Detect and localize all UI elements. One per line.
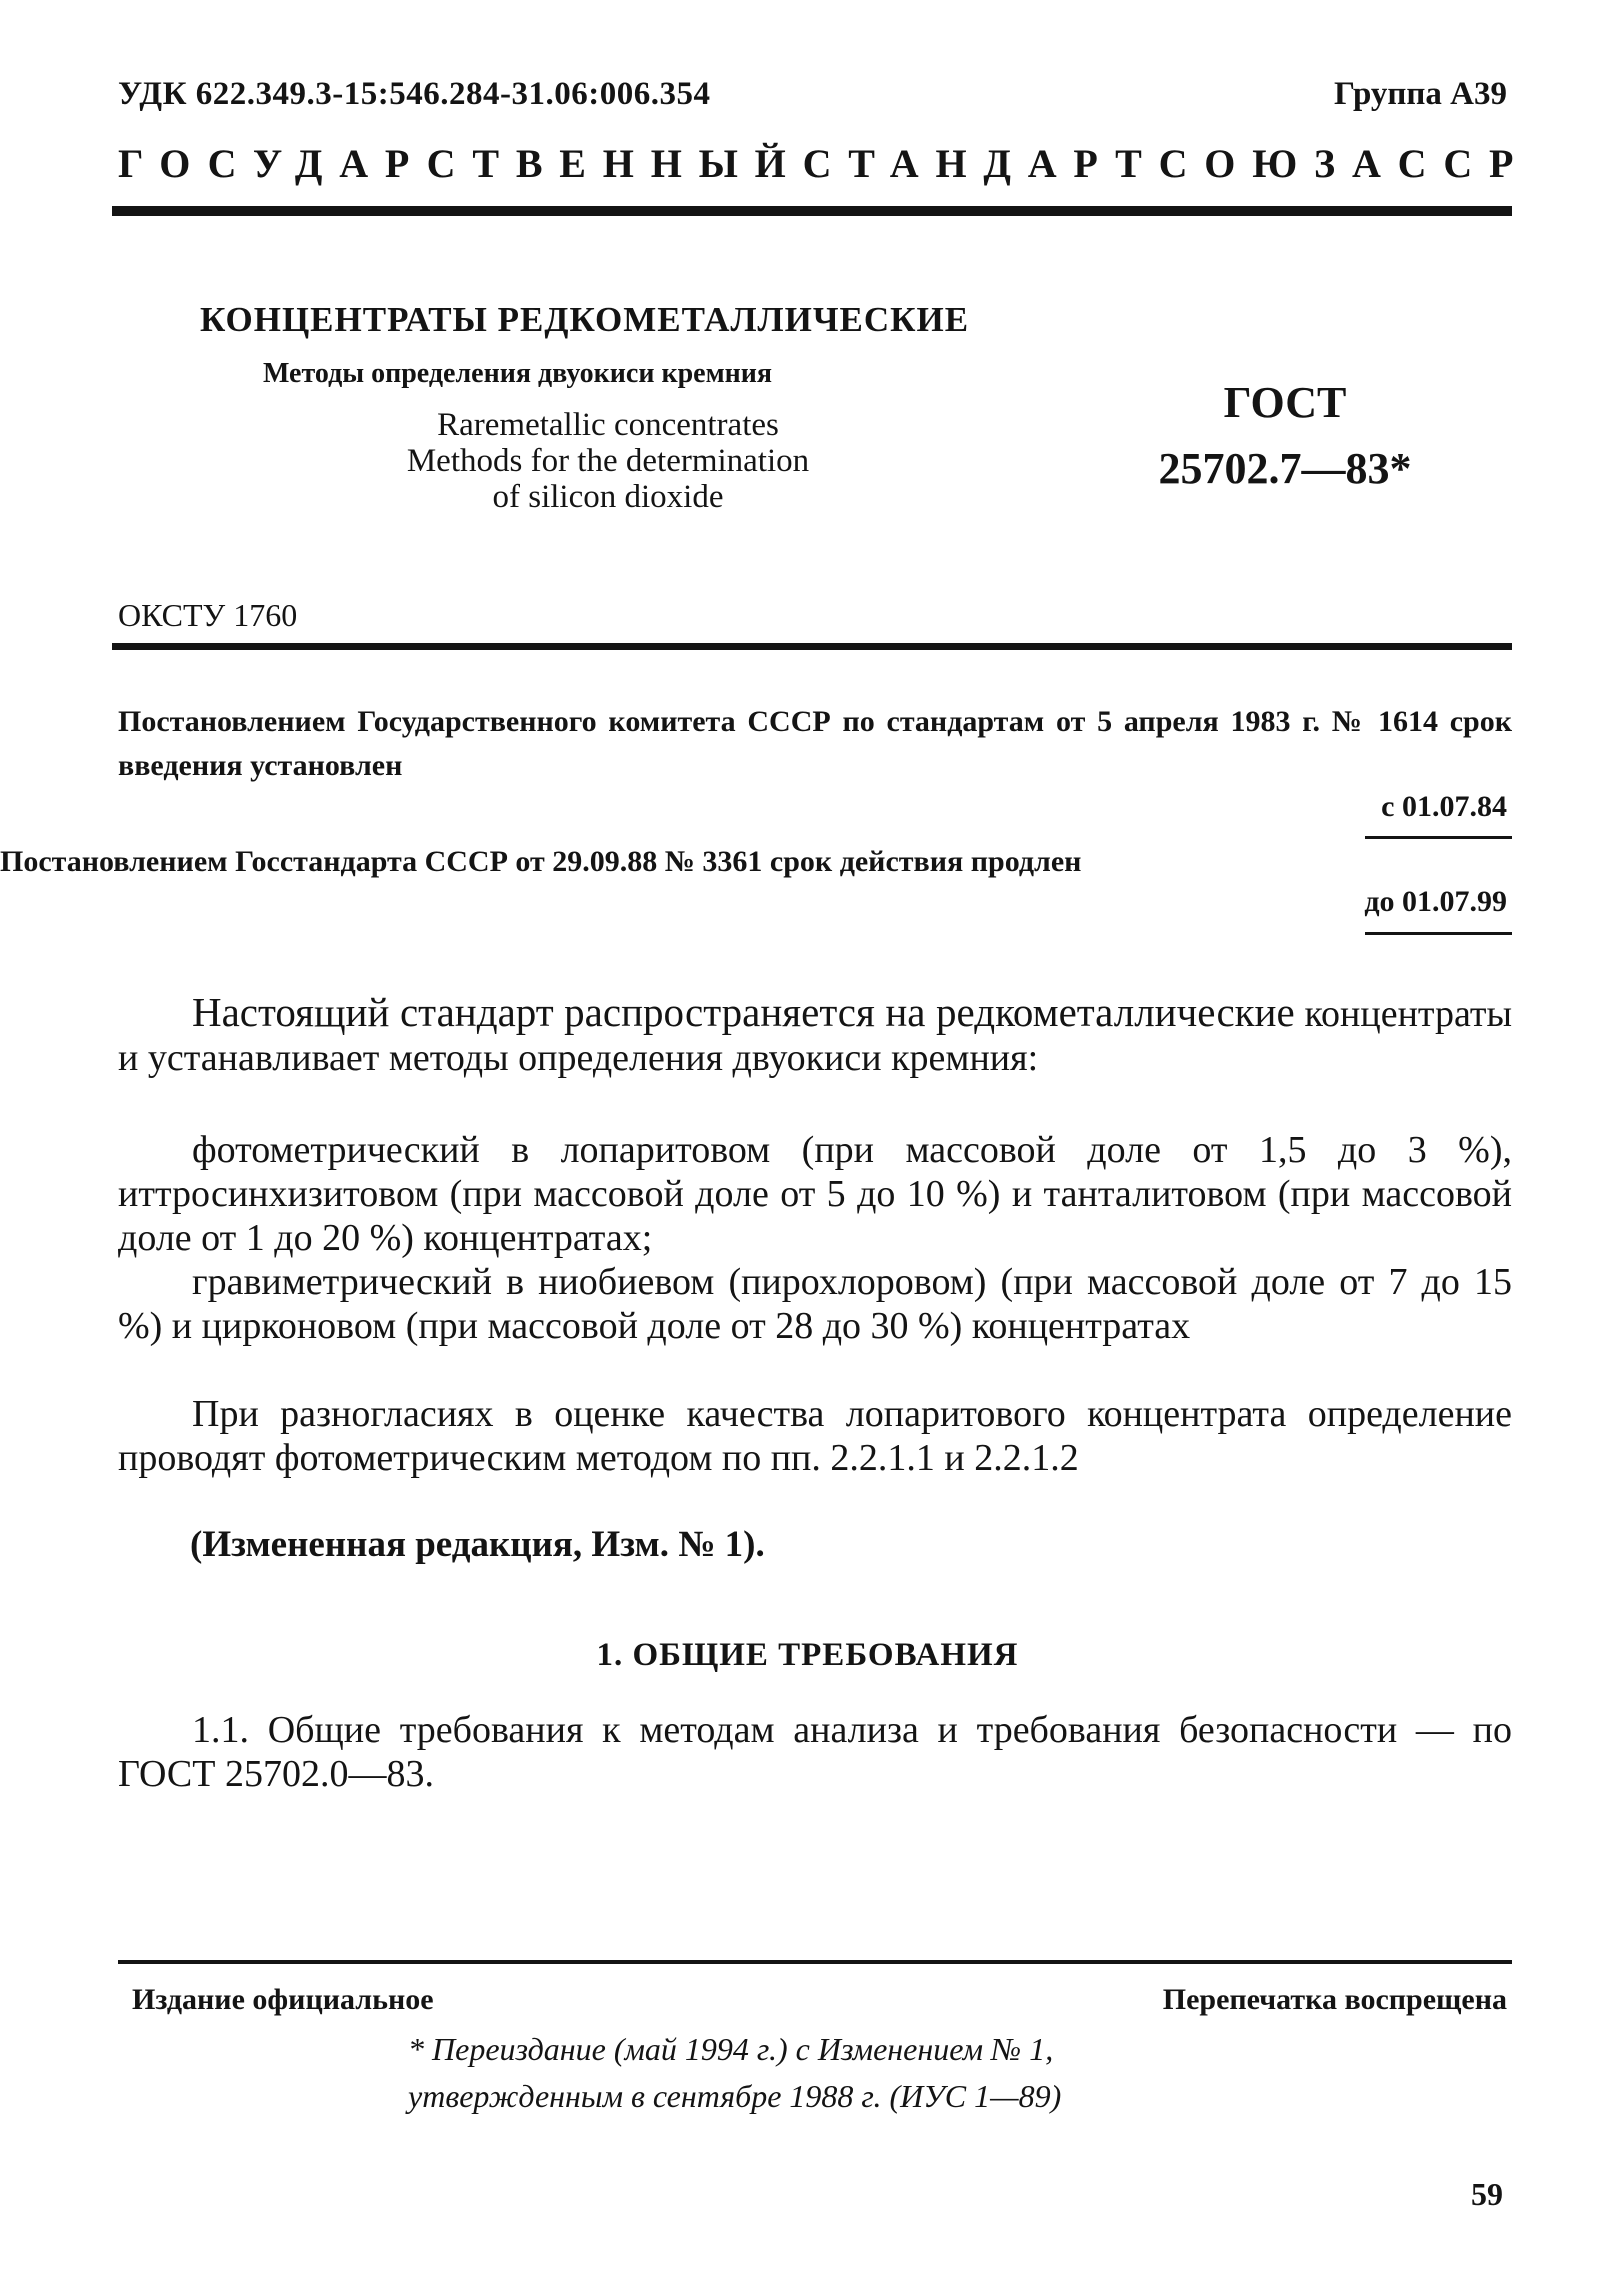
group-code: Группа А39 <box>1334 76 1507 112</box>
gost-number: 25702.7—83* <box>1158 444 1412 493</box>
introduction-date: с 01.07.84 <box>1381 790 1507 823</box>
english-title-line: of silicon dioxide <box>492 479 724 515</box>
amendment-note: (Измененная редакция, Изм. № 1). <box>190 1524 765 1565</box>
official-edition: Издание официальное <box>132 1983 434 2016</box>
header-thick-rule <box>112 206 1512 216</box>
banner-word: СОЮЗА <box>1158 141 1398 186</box>
scope-lead: Настоящий стандарт распространяется на редкометаллические <box>192 989 1295 1035</box>
page-number: 59 <box>1471 2176 1503 2212</box>
photometric-paragraph: фотометрический в лопаритовом (при массовой доле от 1,5 до 3 %), иттросинхизитовом (при массовой доле от 5 до 10 %) и танталитовом (при массовой доле от 1 до 20 %) концентратах; <box>118 1129 1512 1259</box>
gost-designation <box>1150 370 1420 502</box>
english-title-line: Methods for the determination <box>406 443 810 479</box>
scope-paragraph <box>118 990 1512 1080</box>
english-title-line: Raremetallic concentrates <box>437 407 779 443</box>
gravimetric-paragraph: гравиметрический в ниобиевом (пирохлоровом) (при массовой доле от 7 до 15 %) и цирконовом (при массовой доле от 28 до 30 %) концентратах <box>118 1261 1512 1347</box>
reissue-note-line: утвержденным в сентябре 1988 г. (ИУС 1—89) <box>408 2078 1062 2114</box>
footer-rule <box>118 1960 1512 1964</box>
section-heading: 1. ОБЩИЕ ТРЕБОВАНИЯ <box>596 1637 1019 1673</box>
decree-extension: Постановлением Госстандарта СССР от 29.09.88 № 3361 срок действия продлен <box>0 845 1082 878</box>
okstu-code: ОКСТУ 1760 <box>118 597 298 633</box>
date-underline <box>1365 932 1512 935</box>
banner-word: СТАНДАРТ <box>802 141 1159 186</box>
document-title: КОНЦЕНТРАТЫ РЕДКОМЕТАЛЛИЧЕСКИЕ <box>200 300 970 339</box>
banner-word: ГОСУДАРСТВЕННЫЙ <box>118 141 803 186</box>
decree-introduction: Постановлением Государственного комитета СССР по стандартам от 5 апреля 1983 г. № 1614 срок введения установлен <box>118 705 1512 782</box>
section-1-1-paragraph: 1.1. Общие требования к методам анализа и требования безопасности — по ГОСТ 25702.0—83. <box>118 1709 1512 1795</box>
gost-label: ГОСТ <box>1223 378 1347 427</box>
reissue-note <box>408 2026 1308 2120</box>
state-standard-banner <box>118 140 1531 187</box>
okstu-rule <box>112 643 1512 650</box>
extension-date: до 01.07.99 <box>1364 885 1507 918</box>
date-underline <box>1365 836 1512 839</box>
scope-rest: концентраты и устанавливает методы определения двуокиси кремния: <box>118 993 1512 1079</box>
reprint-prohibited: Перепечатка воспрещена <box>1162 1983 1507 2016</box>
english-title <box>263 407 953 515</box>
reissue-note-line: * Переиздание (май 1994 г.) с Изменением № 1, <box>408 2031 1054 2067</box>
banner-word: ССР <box>1397 141 1531 186</box>
disputes-paragraph: При разногласиях в оценке качества лопаритового концентрата определение проводят фотометрическим методом по пп. 2.2.1.1 и 2.2.1.2 <box>118 1393 1512 1479</box>
document-subtitle: Методы определения двуокиси кремния <box>263 358 773 389</box>
udk-code: УДК 622.349.3-15:546.284-31.06:006.354 <box>118 76 711 112</box>
